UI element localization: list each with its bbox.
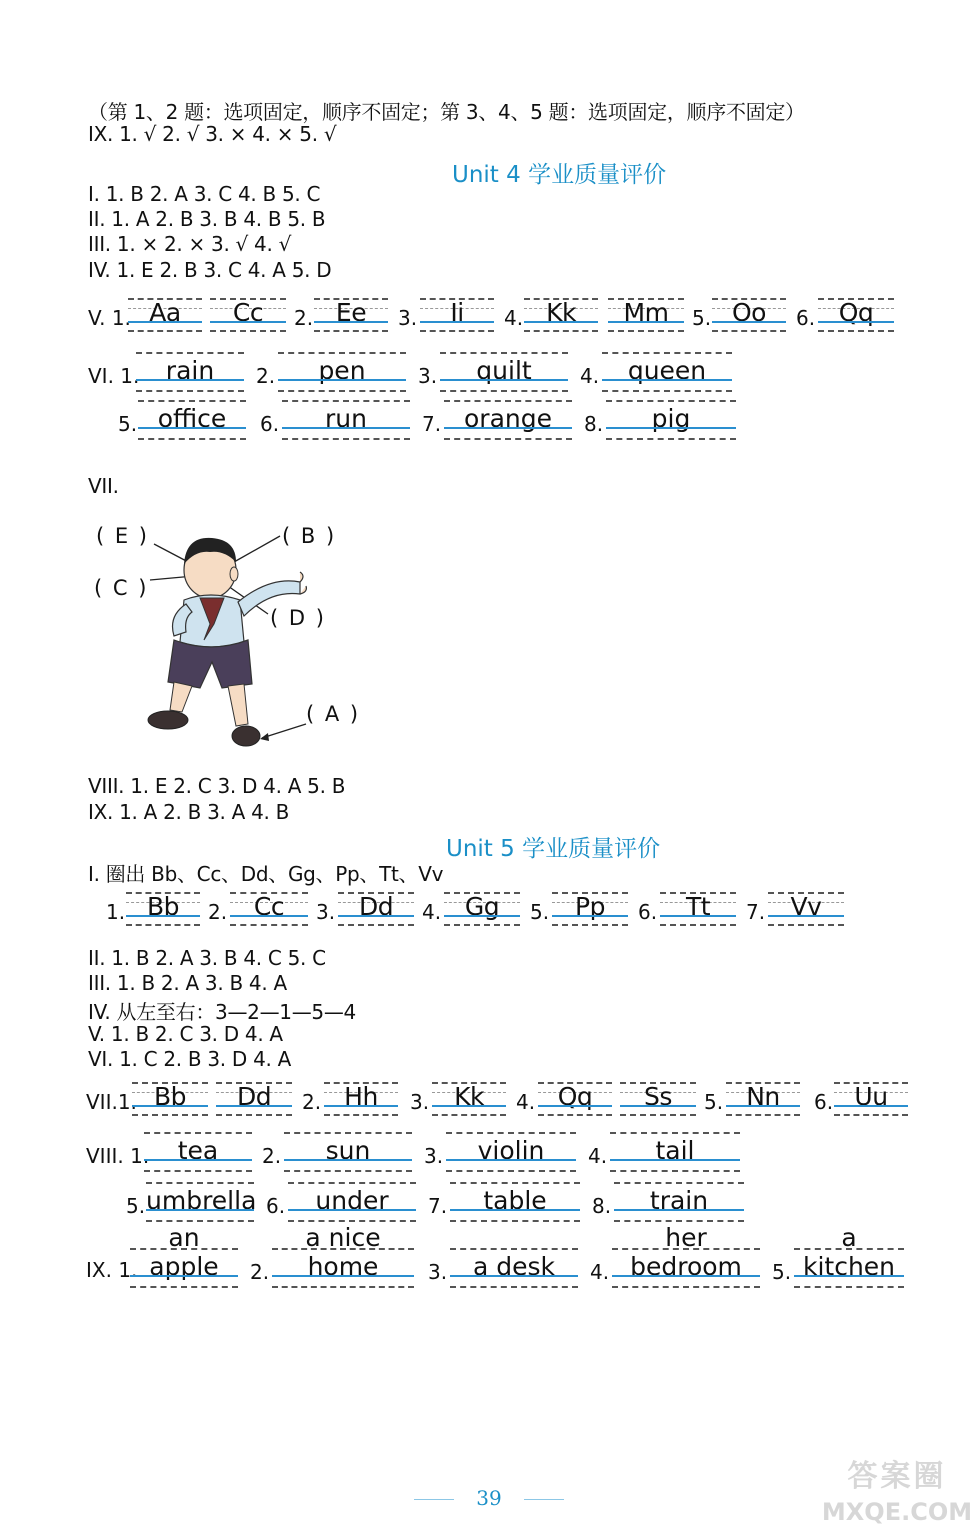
- writing-slot: rain: [134, 350, 246, 392]
- writing-slot: 3. Dd: [316, 892, 416, 926]
- answer-line: II. 1. A 2. B 3. B 4. B 5. B: [88, 207, 326, 231]
- writing-slot: 2. a nice home: [250, 1246, 416, 1288]
- answer-line: IV. 从左至右：3—2—1—5—4: [88, 1000, 356, 1024]
- writing-slot: 7. Vv: [746, 892, 846, 926]
- writing-slot: Aa: [126, 298, 204, 332]
- writing-slot: 3. a desk: [428, 1246, 580, 1288]
- answer-line: V. 1. B 2. C 3. D 4. A: [88, 1022, 283, 1046]
- svg-text:答案圈: 答案圈: [847, 1459, 947, 1494]
- answer-note: （第 1、2 题：选项固定，顺序不固定；第 3、4、5 题：选项固定，顺序不固定）: [88, 100, 805, 124]
- writing-slot: 7. table: [428, 1180, 582, 1222]
- writing-slot: 2. Ee: [294, 298, 390, 332]
- writing-slot: 8. train: [592, 1180, 746, 1222]
- row-label: VIII. 1.: [86, 1144, 150, 1168]
- writing-slot: 4. her bedroom: [590, 1246, 762, 1288]
- writing-slot: 3. Kk: [410, 1082, 508, 1116]
- watermark-logo: [822, 1448, 972, 1528]
- section-heading-unit5: Unit 5 学业质量评价: [446, 836, 661, 862]
- writing-slot: 6. Tt: [638, 892, 738, 926]
- label-e: ( E ): [96, 524, 150, 548]
- writing-slot: 5. Nn: [704, 1082, 802, 1116]
- writing-slot: Bb: [130, 1082, 210, 1116]
- writing-slot: 6. run: [260, 398, 412, 440]
- label-d: ( D ): [270, 606, 326, 630]
- answer-line: III. 1. B 2. A 3. B 4. A: [88, 971, 287, 995]
- answer-line: IX. 1. √ 2. √ 3. × 4. × 5. √: [88, 122, 337, 146]
- row-label: VII.1.: [86, 1090, 137, 1114]
- writing-slot: 4. queen: [580, 350, 734, 392]
- boy-illustration: [140, 520, 330, 760]
- writing-slot: 5. Pp: [530, 892, 630, 926]
- answer-line: II. 1. B 2. A 3. B 4. C 5. C: [88, 946, 326, 970]
- answer-line: IX. 1. A 2. B 3. A 4. B: [88, 800, 290, 824]
- writing-slot: 5. Oo: [692, 298, 788, 332]
- svg-text:MXQE.COM: MXQE.COM: [822, 1498, 972, 1526]
- label-c: ( C ): [94, 576, 149, 600]
- writing-slot: Cc: [208, 298, 288, 332]
- writing-slot: 3. quilt: [418, 350, 570, 392]
- label-a: ( A ): [306, 702, 361, 726]
- writing-slot: 3. Ii: [398, 298, 496, 332]
- section-heading-unit4: Unit 4 学业质量评价: [452, 162, 667, 188]
- row-label: V. 1.: [88, 306, 131, 330]
- answer-line: III. 1. × 2. × 3. √ 4. √: [88, 232, 292, 256]
- writing-slot: Dd: [214, 1082, 294, 1116]
- writing-slot: 7. orange: [422, 398, 574, 440]
- writing-slot: an apple: [128, 1246, 240, 1288]
- writing-slot: 8. pig: [584, 398, 738, 440]
- writing-slot: 4. Kk: [504, 298, 600, 332]
- writing-slot: 6. Uu: [814, 1082, 912, 1116]
- writing-slot: 5. office: [118, 398, 248, 440]
- writing-slot: 5. umbrella: [126, 1180, 256, 1222]
- row-label: VII.: [88, 474, 119, 498]
- writing-slot: 3. violin: [424, 1130, 578, 1172]
- writing-slot: 2. Cc: [208, 892, 312, 926]
- writing-slot: 4. Qq: [516, 1082, 614, 1116]
- writing-slot: 4. tail: [588, 1130, 742, 1172]
- writing-slot: 2. sun: [262, 1130, 414, 1172]
- writing-slot: 6. under: [266, 1180, 418, 1222]
- answer-line: VIII. 1. E 2. C 3. D 4. A 5. B: [88, 774, 346, 798]
- answer-line: IV. 1. E 2. B 3. C 4. A 5. D: [88, 258, 332, 282]
- writing-slot: tea: [142, 1130, 254, 1172]
- label-b: ( B ): [282, 524, 337, 548]
- answer-line: I. 1. B 2. A 3. C 4. B 5. C: [88, 182, 321, 206]
- writing-slot: 4. Gg: [422, 892, 522, 926]
- row-label: IX. 1.: [86, 1258, 138, 1282]
- writing-slot: 5. a kitchen: [772, 1246, 906, 1288]
- answer-line: I. 圈出 Bb、Cc、Dd、Gg、Pp、Tt、Vv: [88, 862, 444, 886]
- writing-slot: Mm: [606, 298, 686, 332]
- writing-slot: 1. Bb: [106, 892, 204, 926]
- writing-slot: 2. Hh: [302, 1082, 400, 1116]
- row-label: VI. 1.: [88, 364, 140, 388]
- answer-line: VI. 1. C 2. B 3. D 4. A: [88, 1047, 291, 1071]
- writing-slot: 2. pen: [256, 350, 408, 392]
- writing-slot: Ss: [618, 1082, 698, 1116]
- writing-slot: 6. Qq: [796, 298, 896, 332]
- page-number: 39: [0, 1486, 978, 1510]
